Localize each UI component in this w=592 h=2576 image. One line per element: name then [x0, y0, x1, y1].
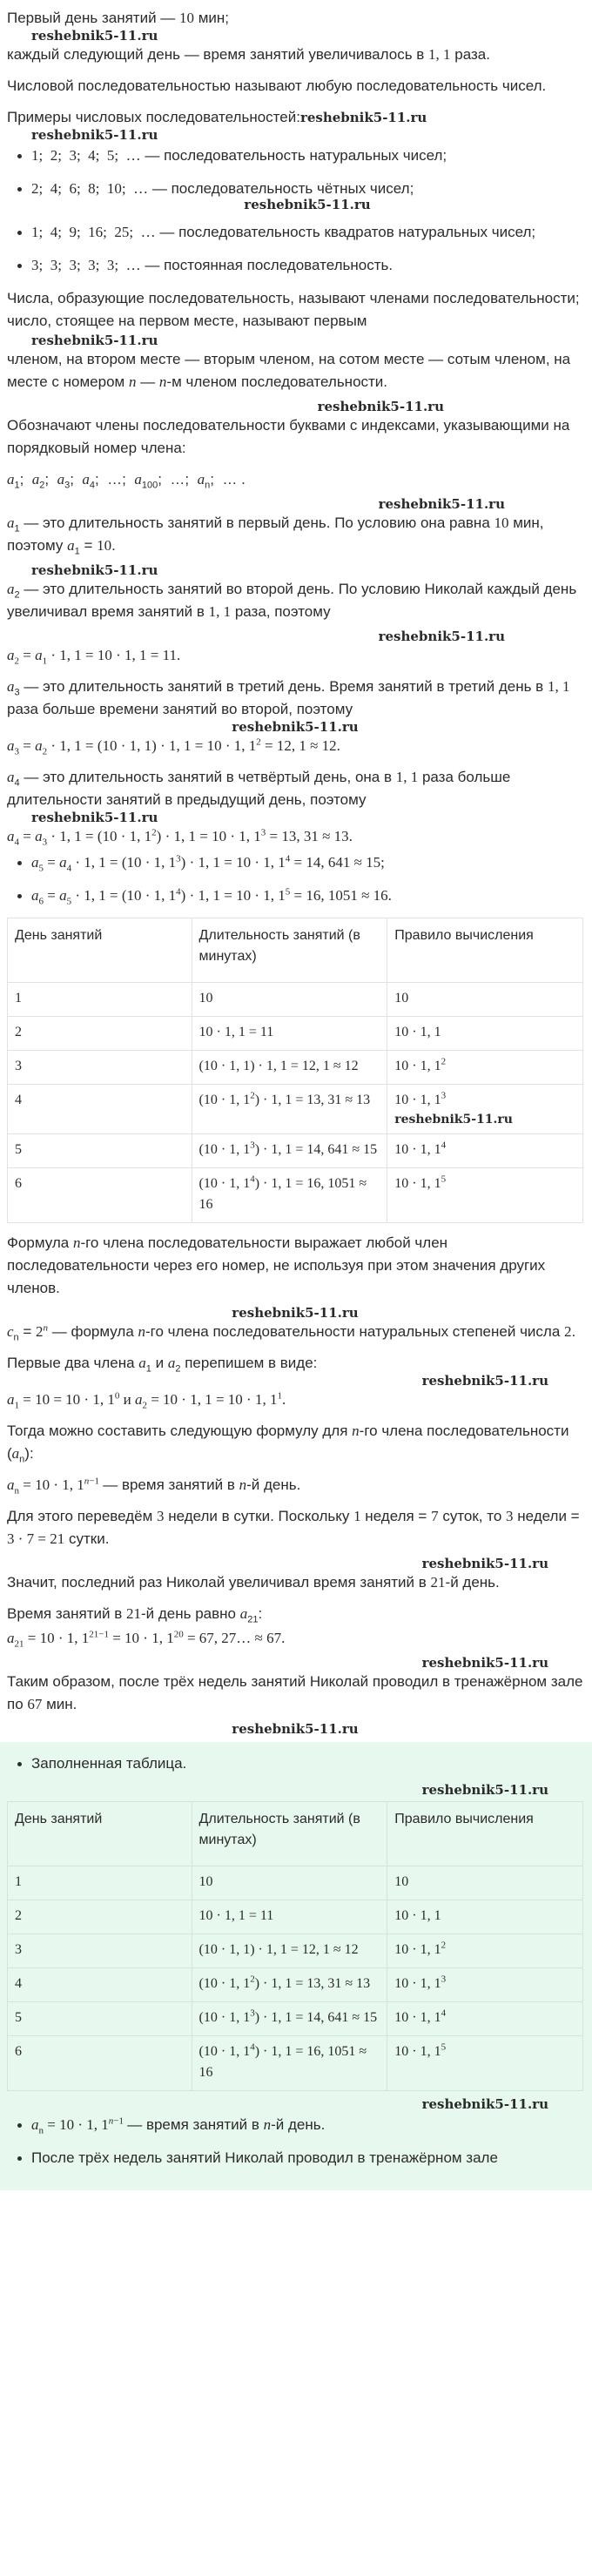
- table-cell: 10 · 1, 1 = 11: [192, 1900, 387, 1934]
- table-cell: 3: [8, 1934, 192, 1968]
- watermark: reshebnik5-11.ru: [317, 399, 444, 414]
- table-cell: 10 · 1, 1: [387, 1017, 583, 1051]
- table-header: Длительность занятий (в минутах): [192, 918, 387, 983]
- answer-table: [7, 1801, 583, 2091]
- table-cell: 10: [387, 983, 583, 1017]
- a21-text: Время занятий в 21-й день равно $a_{21}$:: [7, 1605, 263, 1625]
- a2-formula: $a_2 = a_1 \cdot 1$, 1 = 10 · 1, 1 = 11.: [7, 647, 181, 667]
- list-item: 2; 4; 6; 8; 10; … — последовательность чётных чисел; reshebnik5-11.ru: [7, 178, 583, 212]
- table-cell: 10 · 1, $1^4$: [387, 2002, 583, 2036]
- a2-text: $a_2$ — это длительность занятий во второй день. По условию Николай каждый день увеличивал время занятий в 1, 1 раза, поэтому: [7, 581, 577, 620]
- table-cell: 2: [8, 1017, 192, 1051]
- table-cell: 10 · 1, $1^3$ reshebnik5-11.ru: [387, 1085, 583, 1134]
- table-cell: 6: [8, 1168, 192, 1223]
- table-header: Длительность занятий (в минутах): [192, 1802, 387, 1866]
- index-formula: $a_1$; $a_2$; $a_3$; $a_4$; …; $a_{100}$; …; $a_n$; … .: [7, 471, 246, 491]
- answer-block: [0, 1742, 592, 2190]
- answer-list-top: [7, 1752, 583, 1775]
- table-cell: 10: [387, 1866, 583, 1900]
- table-cell: 2: [8, 1900, 192, 1934]
- list-item: $a_6 = a_5 \cdot 1$, 1 = (10 · 1, $1^4) \cdot 1$, 1 = 10 · 1, $1^5 = 16$, 1051 ≈ 16.: [7, 884, 583, 907]
- list-item: $a_n = 10 \cdot 1$, $1^{n-1}$ — время занятий в n-й день.: [7, 2114, 583, 2136]
- watermark: reshebnik5-11.ru: [31, 127, 158, 143]
- general-text: Тогда можно составить следующую формулу для n-го члена последовательности $(a_n)$:: [7, 1423, 569, 1465]
- each-next-text: каждый следующий день — время занятий увеличивалось в 1, 1 раза.: [7, 46, 490, 63]
- index-text: Обозначают члены последовательности буквами с индексами, указывающими на порядковый номер члена:: [7, 417, 570, 456]
- table-cell: 10 · 1, $1^2$: [387, 1051, 583, 1085]
- table-row: [8, 983, 583, 1017]
- table-header-row: [8, 918, 583, 983]
- rewrite-text: Первые два члена $a_1$ и $a_2$ перепишем в виде:: [7, 1355, 318, 1375]
- table-row: [8, 1866, 583, 1900]
- weeks-text: Для этого переведём 3 недели в сутки. Поскольку 1 неделя = 7 суток, то 3 недели = 3 · 7 = 21 сутки.: [7, 1508, 580, 1547]
- table-row: [8, 1017, 583, 1051]
- watermark: reshebnik5-11.ru: [421, 1556, 548, 1571]
- formula-text: Формула n-го члена последовательности выражает любой член последовательности через его номер, не используя при этом значения других членов.: [7, 1234, 546, 1296]
- a4-text: $a_4$ — это длительность занятий в четвёртый день, она в 1, 1 раза больше длительности занятий в предыдущий день, поэтому: [7, 769, 511, 808]
- table-cell: (10 · 1, 1) · 1, 1 = 12, 1 ≈ 12: [192, 1934, 387, 1968]
- table-cell: 4: [8, 1968, 192, 2002]
- list-item: Заполненная таблица.: [7, 1752, 583, 1775]
- a21-formula: $a_{21} = 10 \cdot 1$, $1^{21-1} = 10 \cdot 1$, $1^{20} = 67$, 27… ≈ 67.: [7, 1629, 286, 1650]
- table-cell: 10: [192, 983, 387, 1017]
- members-text: Числа, образующие последовательность, называют членами последовательности; число, стоящее на первом месте, называют первым reshebnik5-11.ru членом, на втором месте — вторым членом, на сотом месте — сотым членом, на месте с номером n — n-м членом последовательности.: [7, 290, 580, 390]
- examples-title: Примеры числовых последовательностей:reshebnik5-11.ru: [7, 109, 427, 125]
- table-row: [8, 1968, 583, 2002]
- watermark: reshebnik5-11.ru: [421, 1655, 548, 1671]
- table-row: [8, 1085, 583, 1134]
- table-row: [8, 1134, 583, 1168]
- table-cell: (10 · 1, $1^3) \cdot 1$, 1 = 14, 641 ≈ 15: [192, 2002, 387, 2036]
- table-row: [8, 1934, 583, 1968]
- table-row: [8, 2002, 583, 2036]
- table-cell: 4: [8, 1085, 192, 1134]
- examples-list: [7, 145, 583, 277]
- list-item: 1; 2; 3; 4; 5; … — последовательность натуральных чисел;: [7, 145, 583, 167]
- watermark: reshebnik5-11.ru: [31, 562, 158, 578]
- a5-a6-list: [7, 851, 583, 907]
- table-cell: 10: [192, 1866, 387, 1900]
- table-cell: 10 · 1, $1^2$: [387, 1934, 583, 1968]
- table-cell: 10 · 1, 1 = 11: [192, 1017, 387, 1051]
- table-cell: (10 · 1, $1^2) \cdot 1$, 1 = 13, 31 ≈ 13: [192, 1968, 387, 2002]
- watermark: reshebnik5-11.ru: [421, 1373, 548, 1389]
- table-header: Правило вычисления: [387, 918, 583, 983]
- table-header: День занятий: [8, 918, 192, 983]
- table-cell: 10 · 1, $1^5$: [387, 1168, 583, 1223]
- a3-text: $a_3$ — это длительность занятий в третий день. Время занятий в третий день в 1, 1 раза больше времени занятий во второй, поэтому: [7, 678, 570, 717]
- a1-text: $a_1$ — это длительность занятий в первый день. По условию она равна 10 мин, поэтому $a_1 = 10$.: [7, 515, 544, 557]
- table-cell: 10 · 1, $1^5$: [387, 2036, 583, 2091]
- table-cell: (10 · 1, $1^4) \cdot 1$, 1 = 16, 1051 ≈ 16: [192, 1168, 387, 1223]
- watermark: reshebnik5-11.ru: [31, 28, 158, 44]
- table-cell: 3: [8, 1051, 192, 1085]
- a3-formula: $a_3 = a_2 \cdot 1$, 1 = (10 · 1, 1) · 1, 1 = 10 · 1, $1^2 = 12$, 1 ≈ 12.: [7, 736, 340, 757]
- watermark: reshebnik5-11.ru: [31, 810, 158, 825]
- table-header-row: [8, 1802, 583, 1866]
- watermark: reshebnik5-11.ru: [232, 1305, 359, 1321]
- watermark: reshebnik5-11.ru: [378, 496, 505, 512]
- table-cell: 1: [8, 983, 192, 1017]
- list-item: 3; 3; 3; 3; 3; … — постоянная последовательность.: [7, 254, 583, 277]
- first-day-text: Первый день занятий — 10 мин;: [7, 10, 230, 26]
- table-cell: 5: [8, 1134, 192, 1168]
- table-cell: (10 · 1, $1^3) \cdot 1$, 1 = 14, 641 ≈ 15: [192, 1134, 387, 1168]
- table-cell: 5: [8, 2002, 192, 2036]
- table-header: Правило вычисления: [387, 1802, 583, 1866]
- table-row: [8, 1900, 583, 1934]
- watermark: reshebnik5-11.ru: [421, 1782, 548, 1798]
- page-content: [7, 7, 583, 2190]
- list-item: После трёх недель занятий Николай проводил в тренажёрном зале: [7, 2147, 583, 2169]
- answer-list-bottom: [7, 2114, 583, 2169]
- table-header: День занятий: [8, 1802, 192, 1866]
- general-formula: $a_n = 10 \cdot 1$, $1^{n-1}$ — время занятий в n-й день.: [7, 1476, 301, 1497]
- cn-text: $c_n = 2^n$ — формула n-го члена последовательности натуральных степеней числа 2.: [7, 1322, 576, 1343]
- table-row: [8, 1168, 583, 1223]
- table-cell: (10 · 1, $1^4) \cdot 1$, 1 = 16, 1051 ≈ 16: [192, 2036, 387, 2091]
- table-cell: (10 · 1, $1^2) \cdot 1$, 1 = 13, 31 ≈ 13: [192, 1085, 387, 1134]
- watermark: reshebnik5-11.ru: [232, 719, 359, 735]
- list-item: $a_5 = a_4 \cdot 1$, 1 = (10 · 1, $1^3) \cdot 1$, 1 = 10 · 1, $1^4 = 14$, 641 ≈ 15;: [7, 851, 583, 874]
- a4-formula: $a_4 = a_3 \cdot 1$, 1 = (10 · 1, $1^2) \cdot 1$, 1 = 10 · 1, $1^3 = 13$, 31 ≈ 13.: [7, 827, 353, 848]
- last-day-text: Значит, последний раз Николай увеличивал время занятий в 21-й день.: [7, 1574, 500, 1591]
- rewrite-formula: $a_1 = 10 = 10 \cdot 1$, $1^0$ и $a_2 = 10 \cdot 1$, 1 = 10 · 1, $1^1$.: [7, 1390, 286, 1411]
- table-cell: 6: [8, 2036, 192, 2091]
- table-cell: (10 · 1, 1) · 1, 1 = 12, 1 ≈ 12: [192, 1051, 387, 1085]
- table-row: [8, 1051, 583, 1085]
- watermark: reshebnik5-11.ru: [232, 1721, 359, 1737]
- table-cell: 10 · 1, $1^3$: [387, 1968, 583, 2002]
- watermark: reshebnik5-11.ru: [421, 2096, 548, 2112]
- table-cell: 10 · 1, 1: [387, 1900, 583, 1934]
- table-cell: 1: [8, 1866, 192, 1900]
- watermark: reshebnik5-11.ru: [378, 629, 505, 644]
- list-item: 1; 4; 9; 16; 25; … — последовательность квадратов натуральных чисел;: [7, 221, 583, 244]
- conclusion-text: Таким образом, после трёх недель занятий Николай проводил в тренажёрном зале по 67 мин.: [7, 1673, 583, 1712]
- table-row: [8, 2036, 583, 2091]
- days-table: [7, 918, 583, 1223]
- table-cell: 10 · 1, $1^4$: [387, 1134, 583, 1168]
- definition-text: Числовой последовательностью называют любую последовательность чисел.: [7, 77, 547, 94]
